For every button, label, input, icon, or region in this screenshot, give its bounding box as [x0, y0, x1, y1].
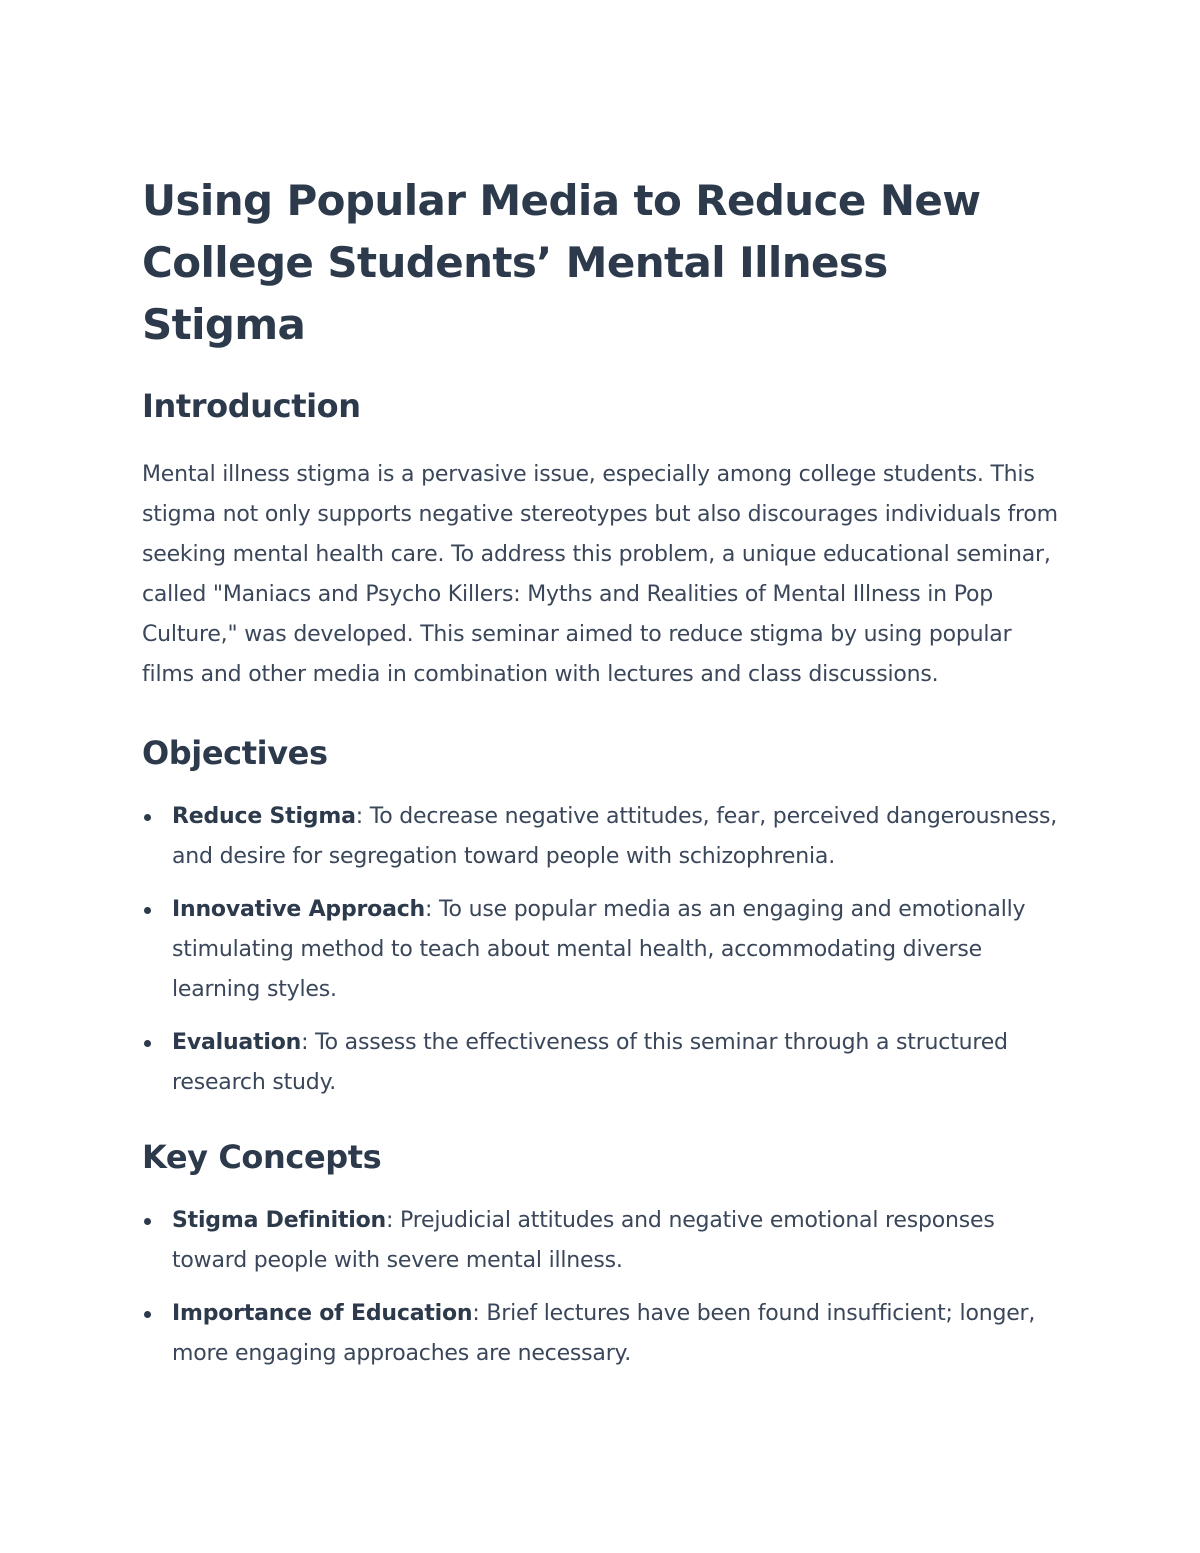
key-concepts-list	[142, 1201, 1062, 1374]
document-page	[142, 170, 1062, 1374]
objective-text: : To assess the effectiveness of this seminar through a structured research study.	[172, 1030, 1008, 1095]
introduction-paragraph: Mental illness stigma is a pervasive issue, especially among college students. This stigma not only supports negative stereotypes but also discourages individuals from seeking mental health care. To address this problem, a unique educational seminar, called "Maniacs and Psycho Killers: Myths and Realities of Mental Illness in Pop Culture," was developed. This seminar aimed to reduce stigma by using popular films and other media in combination with lectures and class discussions.	[142, 462, 1058, 687]
objective-term: Reduce Stigma	[172, 804, 356, 829]
objectives-heading: Objectives	[142, 734, 328, 772]
key-concept-item	[142, 1294, 1062, 1374]
objective-text: : To use popular media as an engaging and emotionally stimulating method to teach about mental health, accommodating diverse learning styles.	[172, 897, 1026, 1002]
objective-text: : To decrease negative attitudes, fear, perceived dangerousness, and desire for segregation toward people with schizophrenia.	[172, 804, 1058, 869]
bullet-icon	[144, 907, 151, 914]
objectives-list	[142, 797, 1062, 1103]
objective-item	[142, 797, 1062, 877]
bullet-icon	[144, 1218, 151, 1225]
bullet-icon	[144, 1040, 151, 1047]
key-concept-text: : Brief lectures have been found insufficient; longer, more engaging approaches are necessary.	[172, 1301, 1036, 1366]
key-concept-term: Stigma Definition	[172, 1208, 387, 1233]
introduction-heading: Introduction	[142, 387, 361, 425]
bullet-icon	[144, 814, 151, 821]
key-concept-item	[142, 1201, 1062, 1281]
bullet-icon	[144, 1311, 151, 1318]
key-concept-text: : Prejudicial attitudes and negative emotional responses toward people with severe mental illness.	[172, 1208, 995, 1273]
objective-item	[142, 890, 1062, 1010]
key-concepts-heading: Key Concepts	[142, 1138, 382, 1176]
objective-term: Evaluation	[172, 1030, 302, 1055]
document-title: Using Popular Media to Reduce New College Students’ Mental Illness Stigma	[142, 176, 981, 349]
key-concept-term: Importance of Education	[172, 1301, 473, 1326]
objective-item	[142, 1023, 1062, 1103]
objective-term: Innovative Approach	[172, 897, 426, 922]
